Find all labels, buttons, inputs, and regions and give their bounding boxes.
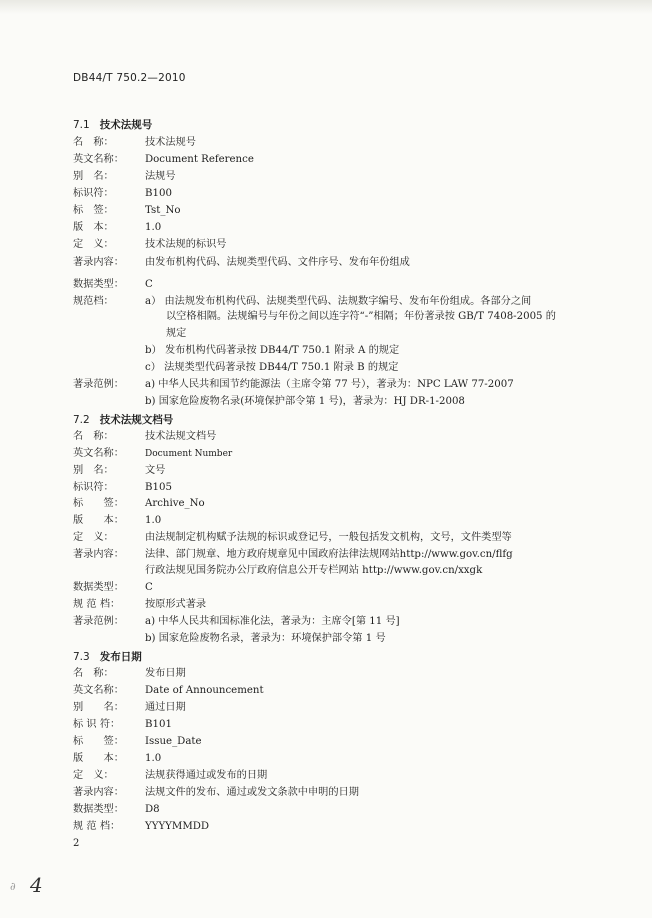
field-row [73, 153, 254, 166]
field-value: 由法规制定机构赋予法规的标识或登记号，一般包括发文机构，文号，文件类型等 [145, 532, 512, 543]
field-row [73, 378, 514, 391]
section-title: 技术法规号 [99, 119, 153, 131]
example-item: b) 国家危险废物名录(环境保护部令第 1 号)，著录为：HJ DR-1-2008 [145, 396, 465, 407]
field-value: 法律、部门规章、地方政府规章见中国政府法律法规网站http://www.gov.cn/flfg [145, 549, 513, 560]
field-row [73, 735, 202, 748]
section-7-2-heading [73, 412, 173, 427]
field-label: 定 义： [73, 532, 114, 543]
field-label: 数据类型： [73, 804, 124, 815]
field-value: a) 中华人民共和国节约能源法（主席令第 77 号），著录为：NPC LAW 77-2007 [145, 379, 514, 390]
field-label: 标 签： [73, 205, 114, 216]
field-label: 数据类型： [73, 582, 124, 593]
field-value: 通过日期 [145, 702, 186, 713]
field-label: 名 称： [73, 137, 114, 148]
field-label: 英文名称： [73, 685, 124, 696]
handwritten-number: 4 [30, 873, 43, 897]
field-label: 名 称： [73, 431, 114, 442]
field-label: 数据类型： [73, 279, 124, 290]
field-row [73, 786, 359, 799]
field-row [73, 187, 172, 200]
section-number: 7.2 [73, 414, 90, 426]
field-value: 技术法规文档号 [145, 431, 217, 442]
field-row [73, 615, 400, 628]
field-label: 版 本： [73, 515, 124, 526]
field-row [73, 204, 181, 217]
spec-continuation: 以空格相隔。法规编号与年份之间以连字符“-”相隔；年份著录按 GB/T 7408-2005 的 [166, 311, 556, 322]
scan-edge-shadow [0, 0, 652, 14]
field-label: 规 范 档： [73, 821, 121, 832]
field-label: 定 义： [73, 770, 114, 781]
field-value: Tst_No [145, 205, 181, 216]
field-row [73, 221, 161, 234]
field-label: 标 签： [73, 498, 124, 509]
field-value: 法规文件的发布、通过或发文条款中申明的日期 [145, 787, 359, 798]
section-number: 7.1 [73, 119, 90, 131]
spec-continuation: 规定 [166, 328, 187, 339]
section-7-3-heading [73, 649, 142, 664]
field-label: 英文名称： [73, 448, 124, 459]
field-row [73, 481, 172, 494]
field-label: 著录内容： [73, 257, 124, 268]
field-label: 规范档： [73, 296, 114, 307]
field-value: 技术法规的标识号 [145, 239, 227, 250]
field-value: C [145, 582, 153, 593]
field-value: B100 [145, 188, 172, 199]
field-label: 标 识 符： [73, 719, 121, 730]
field-value: 技术法规号 [145, 137, 196, 148]
field-label: 版 本： [73, 222, 114, 233]
field-value: Document Number [145, 449, 233, 459]
field-value: 由发布机构代码、法规类型代码、文件序号、发布年份组成 [145, 257, 410, 268]
field-row [73, 278, 153, 291]
field-row [73, 548, 513, 561]
field-row [73, 514, 161, 527]
field-row [73, 769, 267, 782]
field-row [73, 531, 512, 544]
field-value: a） 由法规发布机构代码、法规类型代码、法规数字编号、发布年份组成。各部分之间 [145, 296, 532, 307]
field-value: B105 [145, 482, 172, 493]
field-row [73, 238, 227, 251]
field-value: D8 [145, 804, 160, 815]
field-row [73, 256, 410, 269]
section-number: 7.3 [73, 651, 90, 663]
field-row [73, 701, 186, 714]
field-row [73, 581, 153, 594]
field-row [73, 820, 209, 833]
field-value: a) 中华人民共和国标准化法，著录为：主席令[第 11 号] [145, 616, 400, 627]
field-row [73, 667, 186, 680]
field-row [73, 170, 176, 183]
field-row [73, 718, 172, 731]
field-row [73, 430, 216, 443]
field-value: Date of Announcement [145, 685, 264, 696]
field-value: 法规获得通过或发布的日期 [145, 770, 268, 781]
section-7-1-heading [73, 117, 152, 132]
field-label: 版 本： [73, 753, 124, 764]
example-item: b) 国家危险废物名录，著录为：环境保护部令第 1 号 [145, 633, 386, 644]
field-row [73, 497, 205, 510]
field-label: 著录内容： [73, 787, 124, 798]
field-value: Archive_No [145, 498, 205, 509]
field-label: 标识符： [73, 188, 114, 199]
field-label: 著录范例： [73, 616, 124, 627]
content-continuation: 行政法规见国务院办公厅政府信息公开专栏网站 http://www.gov.cn/xxgk [145, 565, 483, 576]
field-value: B101 [145, 719, 172, 730]
field-row [73, 803, 160, 816]
field-value: Document Reference [145, 154, 254, 165]
field-label: 标识符： [73, 482, 114, 493]
field-label: 英文名称： [73, 154, 124, 165]
field-label: 著录内容： [73, 549, 124, 560]
field-row [73, 447, 232, 461]
field-label: 别 名： [73, 702, 124, 713]
field-label: 别 名： [73, 465, 114, 476]
field-row [73, 684, 264, 697]
field-label: 规 范 档： [73, 599, 121, 610]
field-row [73, 136, 196, 149]
field-label: 著录范例： [73, 379, 124, 390]
field-value: 1.0 [145, 515, 162, 526]
section-title: 技术法规文档号 [99, 414, 174, 426]
spec-item: c） 法规类型代码著录按 DB44/T 750.1 附录 B 的规定 [145, 362, 399, 373]
field-row [73, 295, 531, 308]
field-label: 标 签： [73, 736, 124, 747]
field-value: 发布日期 [145, 668, 186, 679]
field-value: YYYYMMDD [145, 821, 210, 832]
page-number: 2 [73, 838, 80, 849]
field-label: 名 称： [73, 668, 114, 679]
field-row [73, 464, 165, 477]
field-row [73, 598, 206, 611]
field-value: 1.0 [145, 753, 162, 764]
spec-item: b） 发布机构代码著录按 DB44/T 750.1 附录 A 的规定 [145, 345, 400, 356]
field-value: 文号 [145, 465, 166, 476]
field-value: 1.0 [145, 222, 162, 233]
field-row [73, 752, 161, 765]
field-value: 按原形式著录 [145, 599, 207, 610]
handwritten-tick-mark: ∂ [10, 880, 16, 893]
section-title: 发布日期 [99, 651, 142, 663]
field-label: 别 名： [73, 171, 114, 182]
field-value: C [145, 279, 153, 290]
field-value: Issue_Date [145, 736, 202, 747]
document-header-code: DB44/T 750.2—2010 [73, 72, 186, 84]
field-label: 定 义： [73, 239, 114, 250]
field-value: 法规号 [145, 171, 176, 182]
